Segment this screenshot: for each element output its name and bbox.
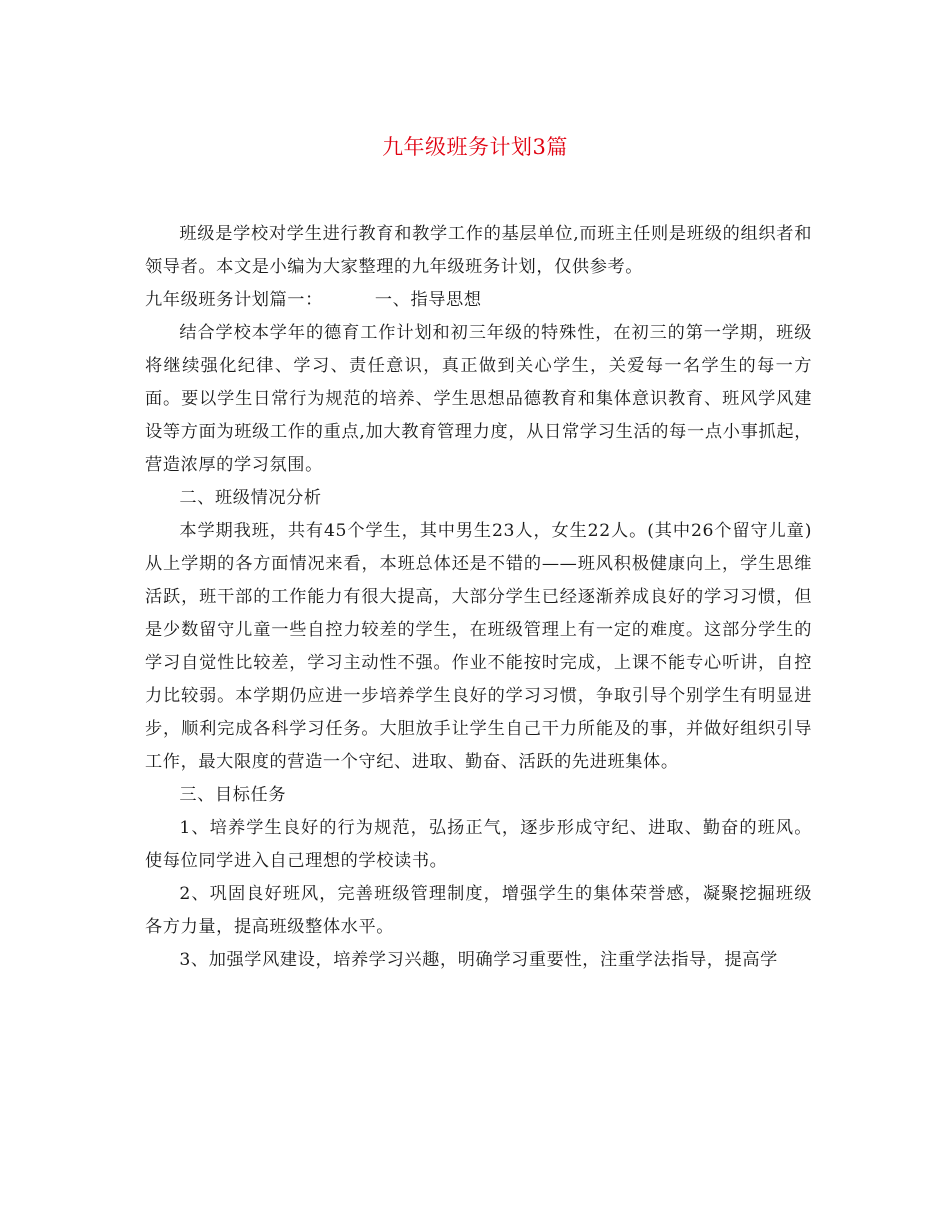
part-heading-line [145,284,812,317]
intro-paragraph: 班级是学校对学生进行教育和教学工作的基层单位,而班主任则是班级的组织者和领导者。本文是小编为大家整理的九年级班务计划，仅供参考。 [145,224,812,277]
goal-item-1: 1、培养学生良好的行为规范，弘扬正气，逐步形成守纪、进取、勤奋的班风。使每位同学进入自己理想的学校读书。 [145,818,812,871]
section2-paragraph: 本学期我班，共有45个学生，其中男生23人，女生22人。(其中26个留守儿童)从上学期的各方面情况来看，本班总体还是不错的——班风积极健康向上，学生思维活跃，班干部的工作能力有很大提高，大部分学生已经逐渐养成良好的学习习惯，但是少数留守儿童一些自控力较差的学生，在班级管理上有一定的难度。这部分学生的学习自觉性比较差，学习主动性不强。作业不能按时完成，上课不能专心听讲，自控力比较弱。本学期仍应进一步培养学生良好的学习习惯，争取引导个别学生有明显进步，顺利完成各科学习任务。大胆放手让学生自己干力所能及的事，并做好组织引导工作，最大限度的营造一个守纪、进取、勤奋、活跃的先进班集体。 [145,521,812,772]
section1-paragraph: 结合学校本学年的德育工作计划和初三年级的特殊性，在初三的第一学期，班级将继续强化纪律、学习、责任意识，真正做到关心学生，关爱每一名学生的每一方面。要以学生日常行为规范的培养、学生思想品德教育和集体意识教育、班风学风建设等方面为班级工作的重点,加大教育管理力度，从日常学习生活的每一点小事抓起，营造浓厚的学习氛围。 [145,323,812,475]
goal-item-3: 3、加强学风建设，培养学习兴趣，明确学习重要性，注重学法指导，提高学 [179,950,778,970]
document-body [145,218,812,977]
section2-heading: 二、班级情况分析 [179,488,322,508]
section3-heading: 三、目标任务 [179,785,287,805]
goal-item-2: 2、巩固良好班风，完善班级管理制度，增强学生的集体荣誉感，凝聚挖掘班级各方力量，提高班级整体水平。 [145,884,812,937]
part-label: 九年级班务计划篇一： [145,290,323,310]
section1-heading: 一、指导思想 [374,290,482,310]
document-title: 九年级班务计划3篇 [382,135,568,159]
